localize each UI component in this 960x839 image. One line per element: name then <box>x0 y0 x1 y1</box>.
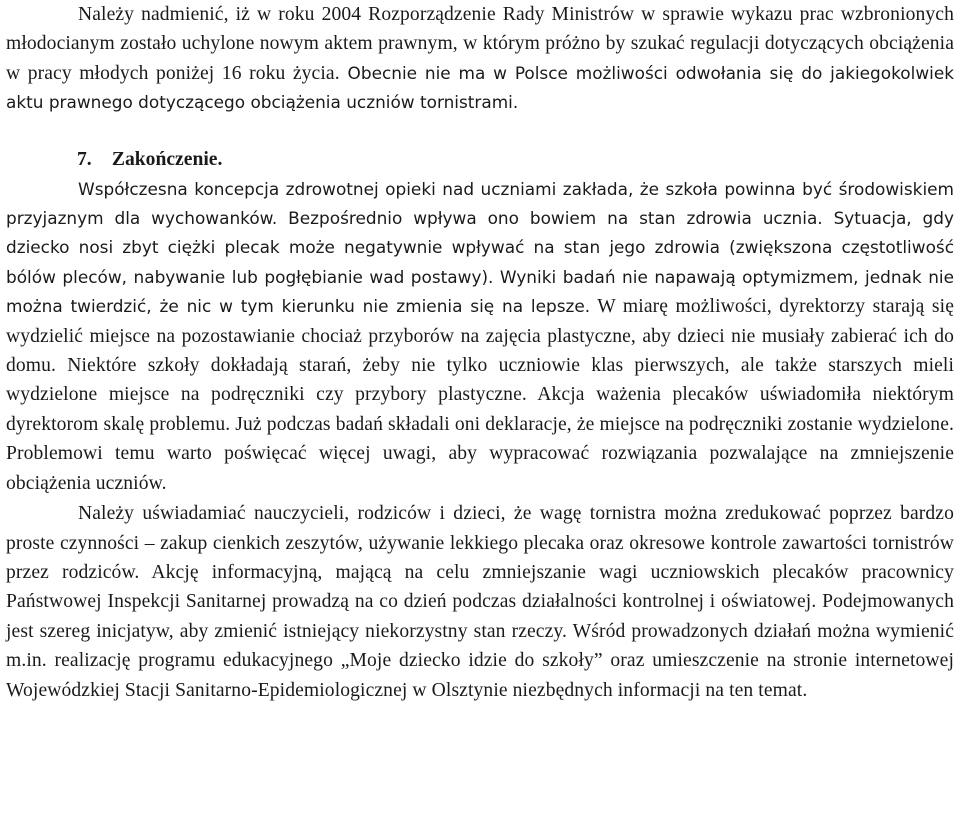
paragraph-regulation <box>6 0 954 118</box>
paragraph-conclusion <box>6 175 954 498</box>
paragraph-conclusion-text: W miarę możliwości, dyrektorzy starają się wydzielić miejsce na pozostawianie chociaż przyborów na zajęcia plastyczne, aby dzieci nie musiały zabierać ich do domu. Niektóre szkoły dokładają starań, żeby nie tylko uczniowie klas pierwszych, ale także starszych mieli wydzielone miejsce na podręczniki czy przybory plastyczne. Akcja ważenia plecaków uświadomiła niektórym dyrektorom skalę problemu. Już podczas badań składali oni deklaracje, że miejsce na podręczniki zostanie wydzielone. Problemowi temu warto poświęcać więcej uwagi, aby wypracować rozwiązania pozwalające na zmniejszenie obciążenia uczniów. <box>6 296 954 494</box>
paragraph-regulation-text: Należy nadmienić, iż w roku 2004 Rozporządzenie Rady Ministrów w sprawie wykazu prac wzbronionych młodocianym zostało uchylone nowym aktem prawnym, w którym próżno by szukać regulacji dotyczących obciążenia w pracy młodych poniżej 16 roku życia. <box>6 4 954 84</box>
section-title: Zakończenie. <box>111 148 223 170</box>
paragraph-awareness: Należy uświadamiać nauczycieli, rodziców i dzieci, że wagę tornistra można zredukować poprzez bardzo proste czynności – zakup cienkich zeszytów, używanie lekkiego plecaka oraz okresowe kontrole zawartości tornistrów przez rodziców. Akcję informacyjną, mającą na celu zmniejszanie wagi uczniowskich plecaków pracownicy Państwowej Inspekcji Sanitarnej prowadzą na co dzień podczas działalności kontrolnej i oświatowej. Podejmowanych jest szereg inicjatyw, aby zmienić istniejący niekorzystny stan rzeczy. Wśród prowadzonych działań można wymienić m.in. realizację programu edukacyjnego „Moje dziecko idzie do szkoły” oraz umieszczenie na stronie internetowej Wojewódzkiej Stacji Sanitarno-Epidemiologicznej w Olsztynie niezbędnych informacji na ten temat. <box>6 503 954 701</box>
section-heading <box>6 145 954 175</box>
paragraph-regulation-sans-text: Obecnie nie ma w Polsce możliwości odwołania się do jakiegokolwiek aktu prawnego dotyczącego obciążenia uczniów tornistrami. <box>6 62 954 113</box>
section-number: 7. <box>77 148 92 170</box>
document-page <box>6 0 954 705</box>
paragraph-conclusion-sans-text: Współczesna koncepcja zdrowotnej opieki nad uczniami zakłada, że szkoła powinna być środowiskiem przyjaznym dla wychowanków. Bezpośrednio wpływa ono bowiem na stan zdrowia ucznia. Sytuacja, gdy dziecko nosi zbyt ciężki plecak może negatywnie wpływać na stan jego zdrowia (zwiększona częstotliwość bólów pleców, nabywanie lub pogłębianie wad postawy). Wyniki badań nie napawają optymizmem, jednak nie można twierdzić, że nic w tym kierunku nie zmienia się na lepsze. <box>6 178 954 317</box>
